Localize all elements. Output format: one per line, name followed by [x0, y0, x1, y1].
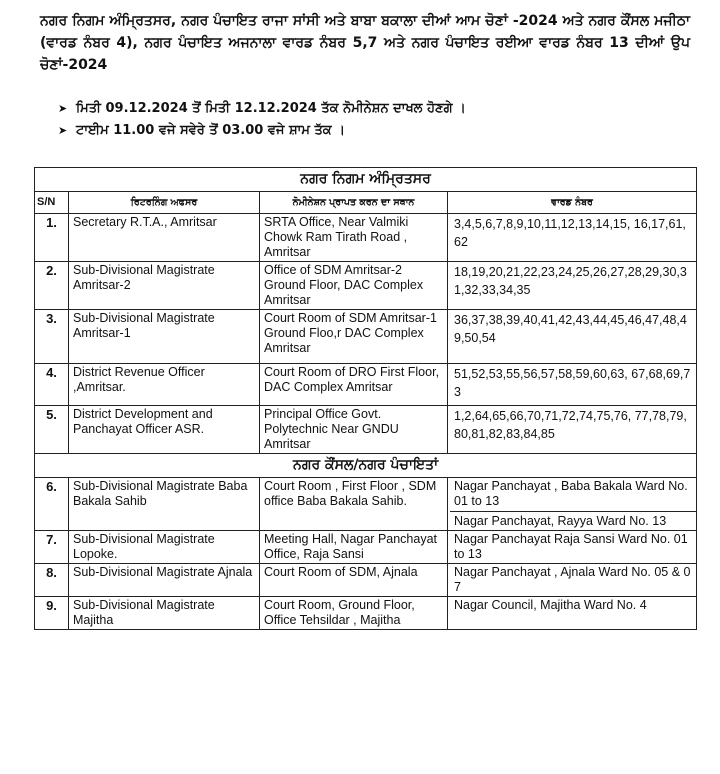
row-place: Court Room of SDM, Ajnala — [260, 564, 448, 597]
arrow-bullet-icon: ➤ — [58, 124, 68, 137]
table-row — [35, 310, 697, 364]
row-wards — [448, 478, 697, 531]
row-wards: 3,4,5,6,7,8,9,10,11,12,13,14,15, 16,17,61,62 — [448, 214, 697, 262]
notice-heading: ਨਗਰ ਨਿਗਮ ਅੰਮ੍ਰਿਤਸਰ, ਨਗਰ ਪੰਚਾਇਤ ਰਾਜਾ ਸਾਂਸੀ ਅਤੇ ਬਾਬਾ ਬਕਾਲਾ ਦੀਆਂ ਆਮ ਚੋਣਾਂ -2024 ਅਤੇ ਨਗਰ ਕੌਂਸਲ ਮਜੀਠਾ (ਵਾਰਡ ਨੰਬਰ 4), ਨਗਰ ਪੰਚਾਇਤ ਅਜਨਾਲਾ ਵਾਰਡ ਨੰਬਰ 5,7 ਅਤੇ ਨਗਰ ਪੰਚਾਇਤ ਰਈਆ ਵਾਰਡ ਨੰਬਰ 13 ਦੀਆਂ ਉਪ ਚੋਣਾਂ-2024 — [40, 13, 690, 73]
row-sn: 3. — [35, 310, 69, 364]
section-title-row — [35, 454, 697, 478]
header-sn: S/N — [35, 192, 69, 214]
row-place: Office of SDM Amritsar-2 Ground Floor, DAC Complex Amritsar — [260, 262, 448, 310]
row-wards: 1,2,64,65,66,70,71,72,74,75,76, 77,78,79,80,81,82,83,84,85 — [448, 406, 697, 454]
table-row — [35, 597, 697, 630]
row-sn: 1. — [35, 214, 69, 262]
row-sn: 5. — [35, 406, 69, 454]
bullet-time — [58, 120, 466, 142]
row-place: Court Room , First Floor , SDM office Baba Bakala Sahib. — [260, 478, 448, 531]
row-sn: 8. — [35, 564, 69, 597]
row-sn: 2. — [35, 262, 69, 310]
header-place: ਨੋਮੀਨੇਸ਼ਨ ਪ੍ਰਾਪਤ ਕਰਨ ਦਾ ਸਥਾਨ — [260, 192, 448, 214]
row-wards: 18,19,20,21,22,23,24,25,26,27,28,29,30,31,32,33,34,35 — [448, 262, 697, 310]
row-officer: Sub-Divisional Magistrate Amritsar-1 — [69, 310, 260, 364]
row-officer: District Revenue Officer ,Amritsar. — [69, 364, 260, 406]
row-wards: 36,37,38,39,40,41,42,43,44,45,46,47,48,49,50,54 — [448, 310, 697, 364]
row-officer: Sub-Divisional Magistrate Lopoke. — [69, 531, 260, 564]
section-title-row — [35, 168, 697, 192]
row-officer: Sub-Divisional Magistrate Ajnala — [69, 564, 260, 597]
returning-officers-table — [34, 167, 697, 630]
notice-bullets — [58, 98, 466, 142]
row-wards: 51,52,53,55,56,57,58,59,60,63, 67,68,69,73 — [448, 364, 697, 406]
table-header-row — [35, 192, 697, 214]
bullet-dates-text: ਮਿਤੀ 09.12.2024 ਤੋਂ ਮਿਤੀ 12.12.2024 ਤੱਕ ਨੋਮੀਨੇਸ਼ਨ ਦਾਖਲ ਹੋਣਗੇ । — [76, 101, 466, 116]
row-wards-baba-bakala: Nagar Panchayat , Baba Bakala Ward No. 01 to 13 — [450, 479, 696, 512]
row-place: Meeting Hall, Nagar Panchayat Office, Raja Sansi — [260, 531, 448, 564]
table-row — [35, 564, 697, 597]
table-row — [35, 531, 697, 564]
table-row — [35, 214, 697, 262]
row-wards: Nagar Panchayat Raja Sansi Ward No. 01 to 13 — [448, 531, 697, 564]
bullet-time-text: ਟਾਈਮ 11.00 ਵਜੇ ਸਵੇਰੇ ਤੋਂ 03.00 ਵਜੇ ਸ਼ਾਮ ਤੱਕ । — [76, 123, 345, 138]
row-wards-rayya: Nagar Panchayat, Rayya Ward No. 13 — [454, 514, 667, 528]
row-place: Court Room, Ground Floor, Office Tehsildar , Majitha — [260, 597, 448, 630]
row-officer: Sub-Divisional Magistrate Amritsar-2 — [69, 262, 260, 310]
row-sn: 4. — [35, 364, 69, 406]
row-place: Court Room of DRO First Floor, DAC Complex Amritsar — [260, 364, 448, 406]
section-title-corporation: ਨਗਰ ਨਿਗਮ ਅੰਮ੍ਰਿਤਸਰ — [35, 168, 697, 192]
table-row — [35, 478, 697, 531]
row-place: Court Room of SDM Amritsar-1 Ground Floo,r DAC Complex Amritsar — [260, 310, 448, 364]
row-officer: District Development and Panchayat Officer ASR. — [69, 406, 260, 454]
bullet-dates — [58, 98, 466, 120]
row-wards: Nagar Panchayat , Ajnala Ward No. 05 & 07 — [448, 564, 697, 597]
row-place: SRTA Office, Near Valmiki Chowk Ram Tirath Road , Amritsar — [260, 214, 448, 262]
table-row — [35, 364, 697, 406]
header-officer: ਰਿਟਰਨਿੰਗ ਅਫਸਰ — [69, 192, 260, 214]
row-place: Principal Office Govt. Polytechnic Near GNDU Amritsar — [260, 406, 448, 454]
row-sn: 6. — [35, 478, 69, 531]
row-sn: 7. — [35, 531, 69, 564]
table-row — [35, 262, 697, 310]
table-row — [35, 406, 697, 454]
section-title-councils: ਨਗਰ ਕੌਂਸਲ/ਨਗਰ ਪੰਚਾਇਤਾਂ — [35, 454, 697, 478]
header-wards: ਵਾਰਡ ਨੰਬਰ — [448, 192, 697, 214]
row-officer: Sub-Divisional Magistrate Majitha — [69, 597, 260, 630]
arrow-bullet-icon: ➤ — [58, 102, 68, 115]
row-wards: Nagar Council, Majitha Ward No. 4 — [448, 597, 697, 630]
row-officer: Sub-Divisional Magistrate Baba Bakala Sahib — [69, 478, 260, 531]
row-sn: 9. — [35, 597, 69, 630]
row-officer: Secretary R.T.A., Amritsar — [69, 214, 260, 262]
